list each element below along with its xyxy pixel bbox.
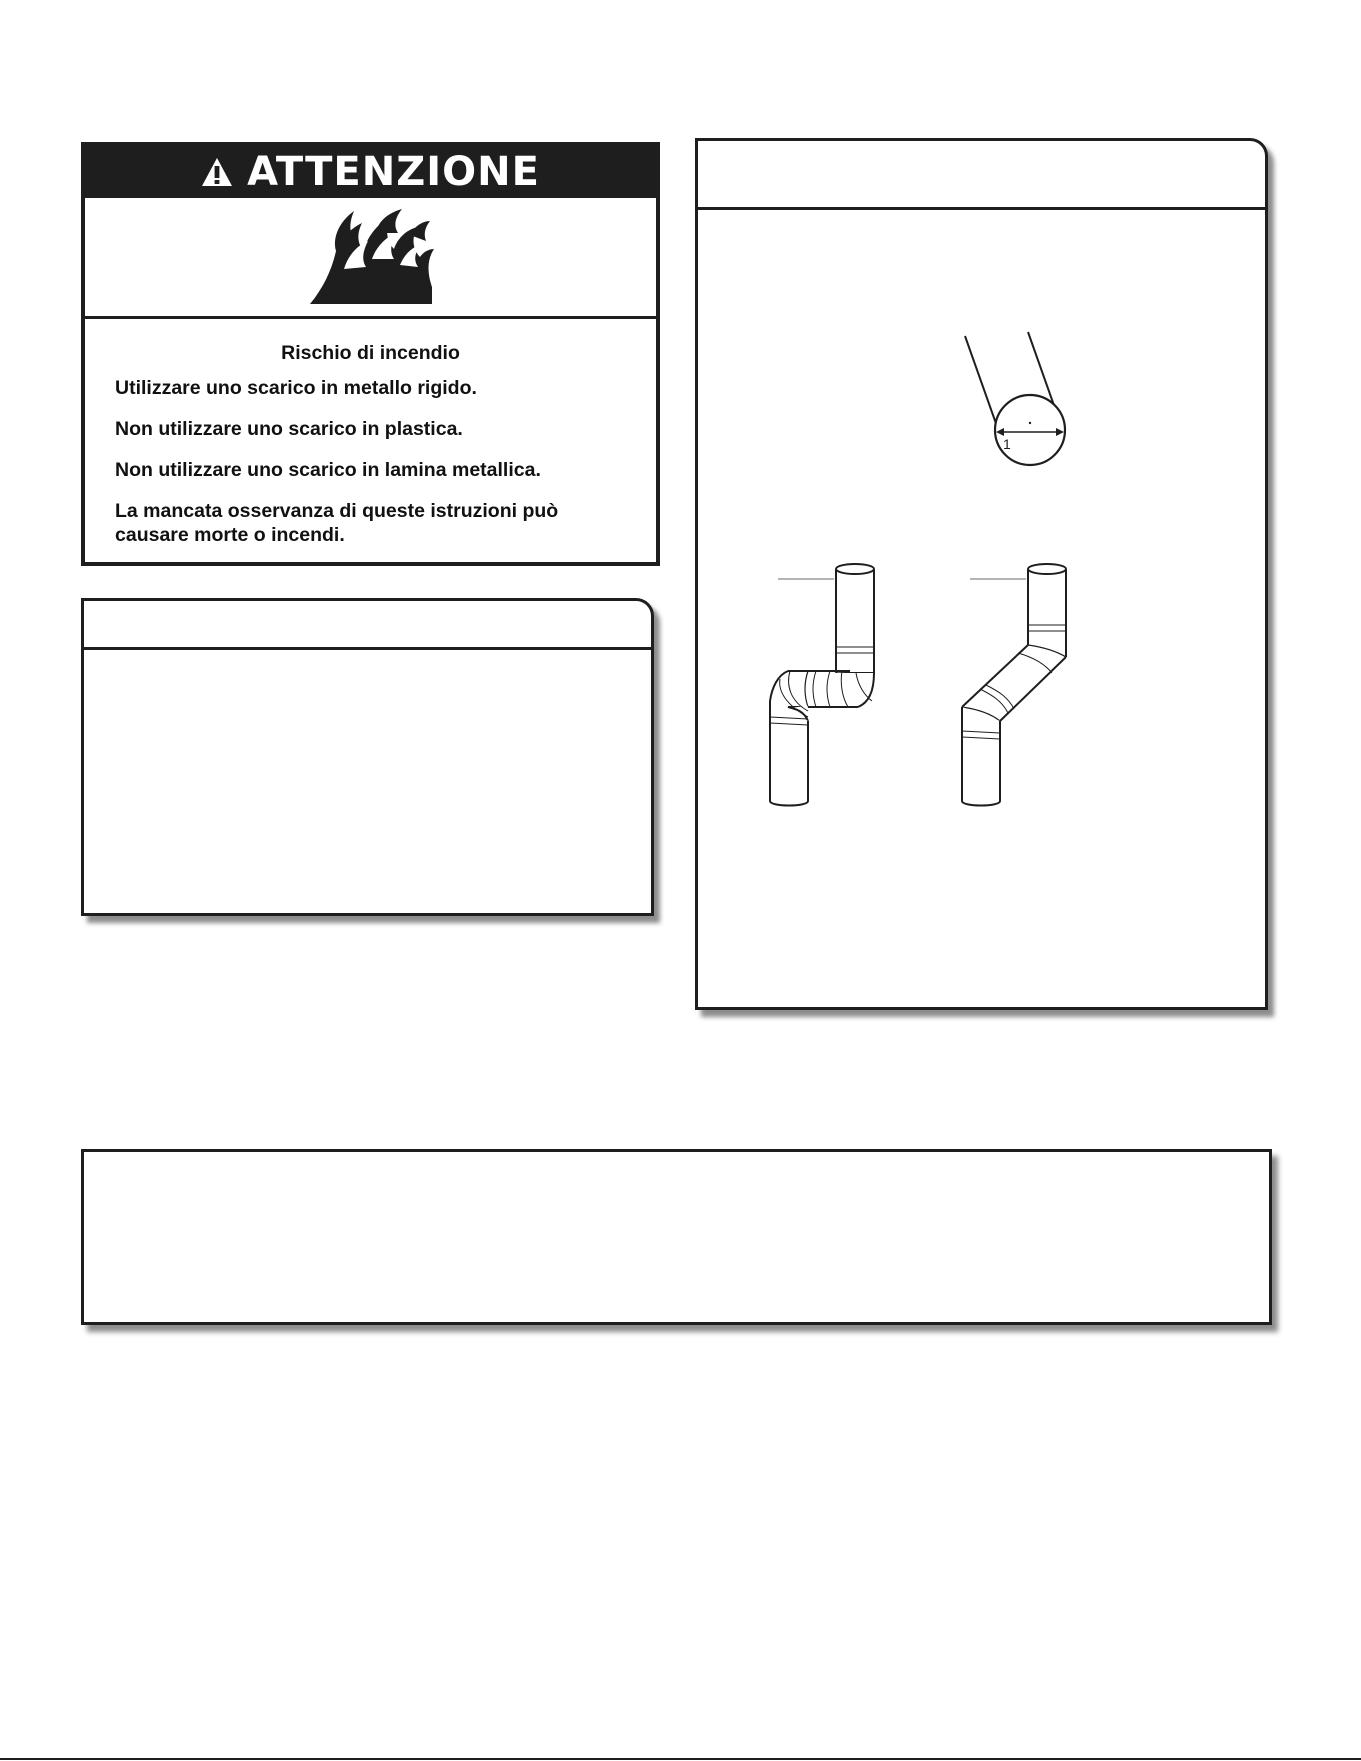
fire-hazard-icon — [306, 209, 436, 305]
offset-duct-elbow-diagram — [768, 561, 938, 811]
warning-body — [85, 319, 656, 547]
offset-duct-angled-diagram — [960, 561, 1130, 811]
warning-line-no-plastic: Non utilizzare uno scarico in plastica. — [115, 418, 463, 440]
right-diagram-panel — [695, 138, 1268, 1010]
warning-title: ATTENZIONE — [247, 149, 540, 195]
right-panel-header-rule — [698, 207, 1265, 210]
duct-diameter-diagram — [928, 328, 1098, 478]
footer-rule — [0, 1758, 1361, 1760]
fire-icon-area — [85, 198, 656, 319]
diameter-label: 1 — [1003, 436, 1011, 452]
left-panel-header-rule — [84, 647, 651, 650]
warning-line-consequence: La mancata osservanza di queste istruzioni può causare morte o incendi. — [115, 500, 559, 546]
bottom-note-box — [81, 1149, 1272, 1325]
warning-subject: Rischio di incendio — [281, 342, 460, 364]
warning-triangle-icon — [201, 157, 233, 187]
warning-line-no-foil: Non utilizzare uno scarico in lamina metallica. — [115, 459, 541, 481]
left-info-panel — [81, 598, 654, 916]
warning-line-rigid-metal: Utilizzare uno scarico in metallo rigido. — [115, 377, 477, 399]
warning-header — [85, 146, 656, 198]
warning-box — [81, 142, 660, 566]
